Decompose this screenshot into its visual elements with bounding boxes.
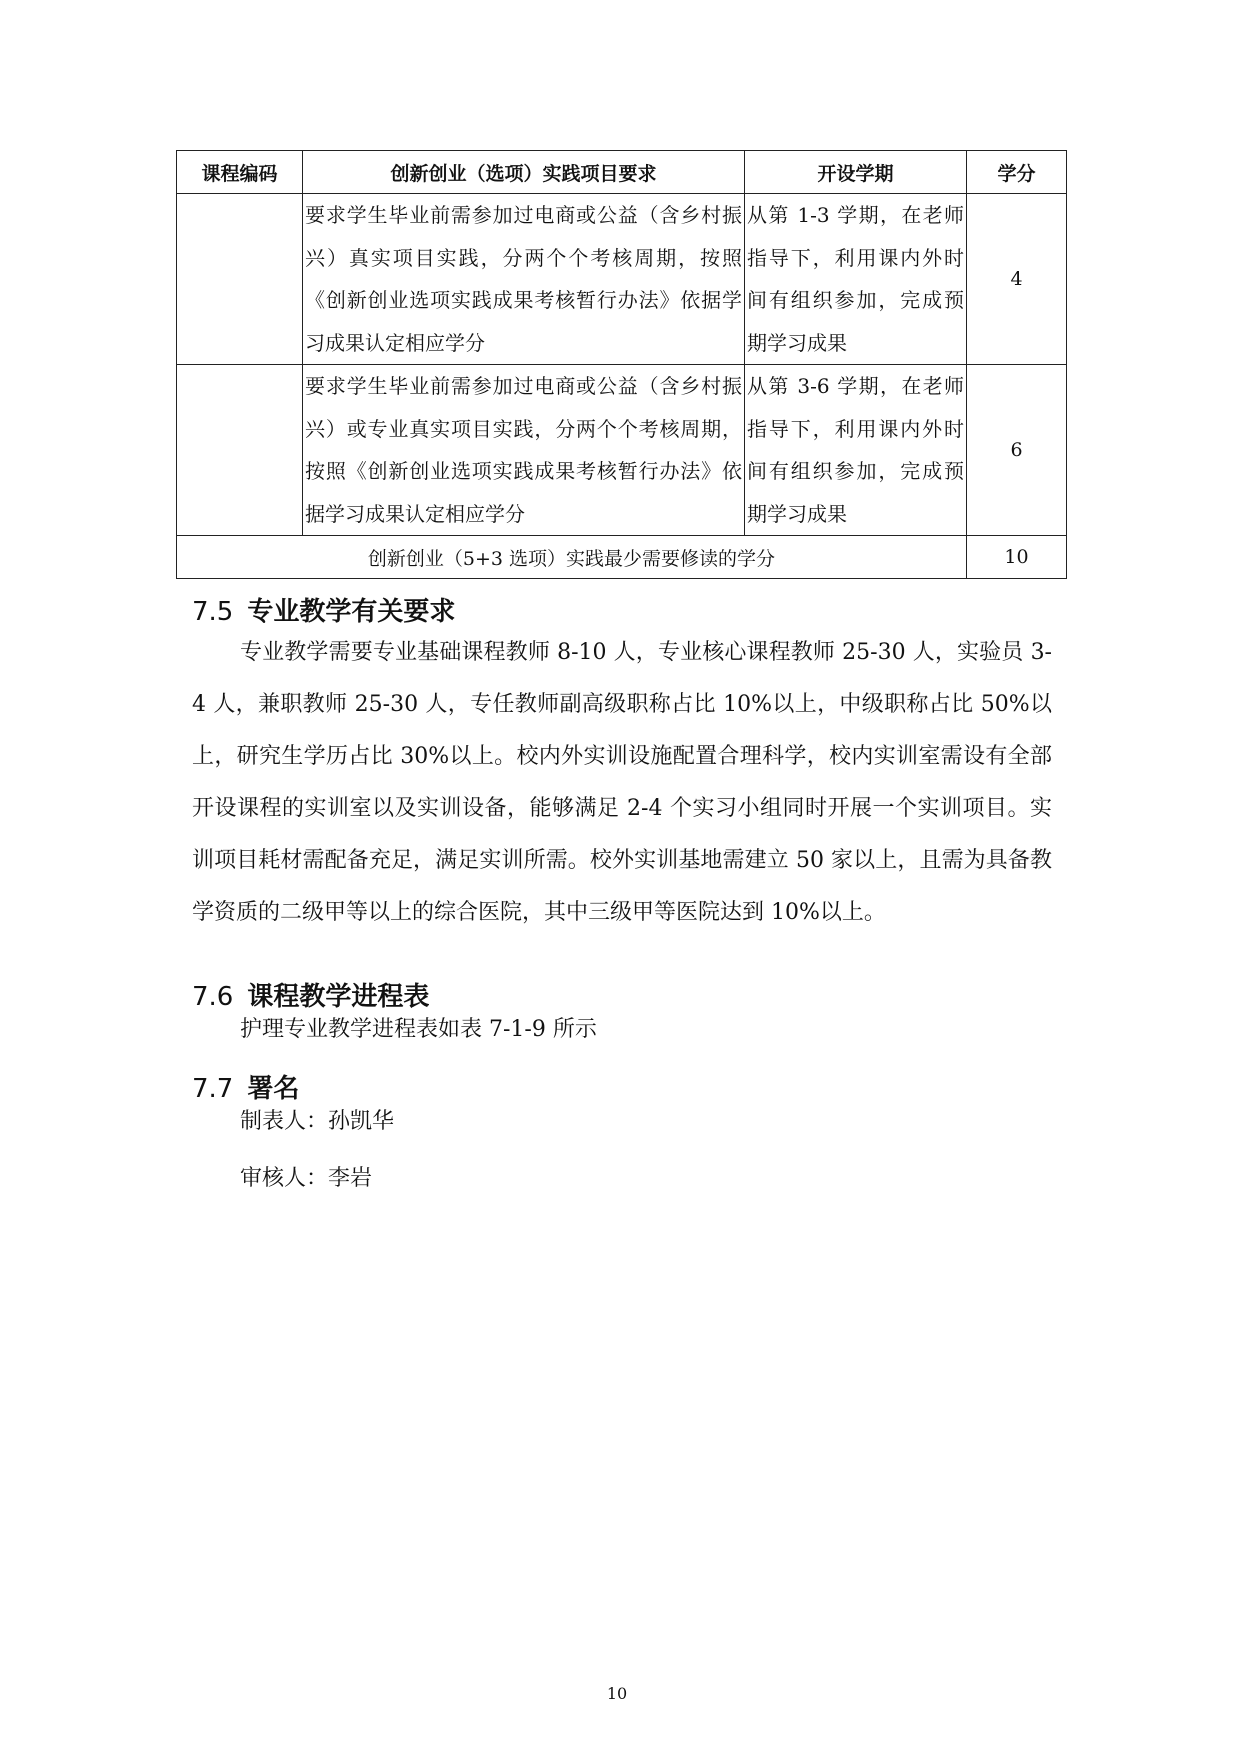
row-semester xyxy=(745,365,967,536)
section-title: 署名 xyxy=(247,1074,300,1104)
header-course-code: 课程编码 xyxy=(177,151,303,194)
semester-text: 从第 1-3 学期，在老师指导下，利用课内外时间有组织参加，完成预期学习成果 xyxy=(747,203,964,355)
row-requirement xyxy=(303,194,745,365)
header-credits: 学分 xyxy=(967,151,1067,194)
section-number: 7.6 xyxy=(192,982,234,1012)
table-row xyxy=(177,365,1067,536)
total-label: 创新创业（5+3 选项）实践最少需要修读的学分 xyxy=(177,536,967,579)
section-7-5-heading xyxy=(192,591,455,628)
header-requirement: 创新创业（选项）实践项目要求 xyxy=(303,151,745,194)
row-requirement xyxy=(303,365,745,536)
requirement-text: 要求学生毕业前需参加过电商或公益（含乡村振兴）或专业真实项目实践，分两个个考核周期，按照《创新创业选项实践成果考核暂行办法》依据学习成果认定相应学分 xyxy=(305,374,742,526)
page-number: 10 xyxy=(606,1684,628,1703)
row-course-code xyxy=(177,194,303,365)
table-row xyxy=(177,194,1067,365)
credit-requirements-table xyxy=(176,150,1067,579)
maker-line: 制表人：孙凯华 xyxy=(240,1109,395,1134)
requirement-text: 要求学生毕业前需参加过电商或公益（含乡村振兴）真实项目实践，分两个个考核周期，按照《创新创业选项实践成果考核暂行办法》依据学习成果认定相应学分 xyxy=(305,203,742,355)
table-total-row xyxy=(177,536,1067,579)
header-semester: 开设学期 xyxy=(745,151,967,194)
section-number: 7.7 xyxy=(192,1074,234,1104)
reviewer-line: 审核人：李岩 xyxy=(240,1166,373,1191)
row-semester xyxy=(745,194,967,365)
table-header-row xyxy=(177,151,1067,194)
row-credits: 6 xyxy=(967,365,1067,536)
section-title: 课程教学进程表 xyxy=(247,982,430,1012)
semester-text: 从第 3-6 学期，在老师指导下，利用课内外时间有组织参加，完成预期学习成果 xyxy=(747,374,964,526)
section-7-6-body: 护理专业教学进程表如表 7-1-9 所示 xyxy=(240,1017,597,1042)
total-value: 10 xyxy=(967,536,1067,579)
section-7-5-body: 专业教学需要专业基础课程教师 8-10 人，专业核心课程教师 25-30 人，实验员 3-4 人，兼职教师 25-30 人，专任教师副高级职称占比 10%以上，中级职称占比 50%以上，研究生学历占比 30%以上。校内外实训设施配置合理科学，校内实训室需设有全部开设课程的实训室以及实训设备，能够满足 2-4 个实习小组同时开展一个实训项目。实训项目耗材需配备充足，满足实训所需。校外实训基地需建立 50 家以上，且需为具备教学资质的二级甲等以上的综合医院，其中三级甲等医院达到 10%以上。 xyxy=(192,640,1052,925)
row-course-code xyxy=(177,365,303,536)
row-credits: 4 xyxy=(967,194,1067,365)
section-7-6-heading xyxy=(192,976,429,1013)
section-number: 7.5 xyxy=(192,597,234,627)
section-7-7-heading xyxy=(192,1068,299,1105)
section-title: 专业教学有关要求 xyxy=(247,597,456,627)
